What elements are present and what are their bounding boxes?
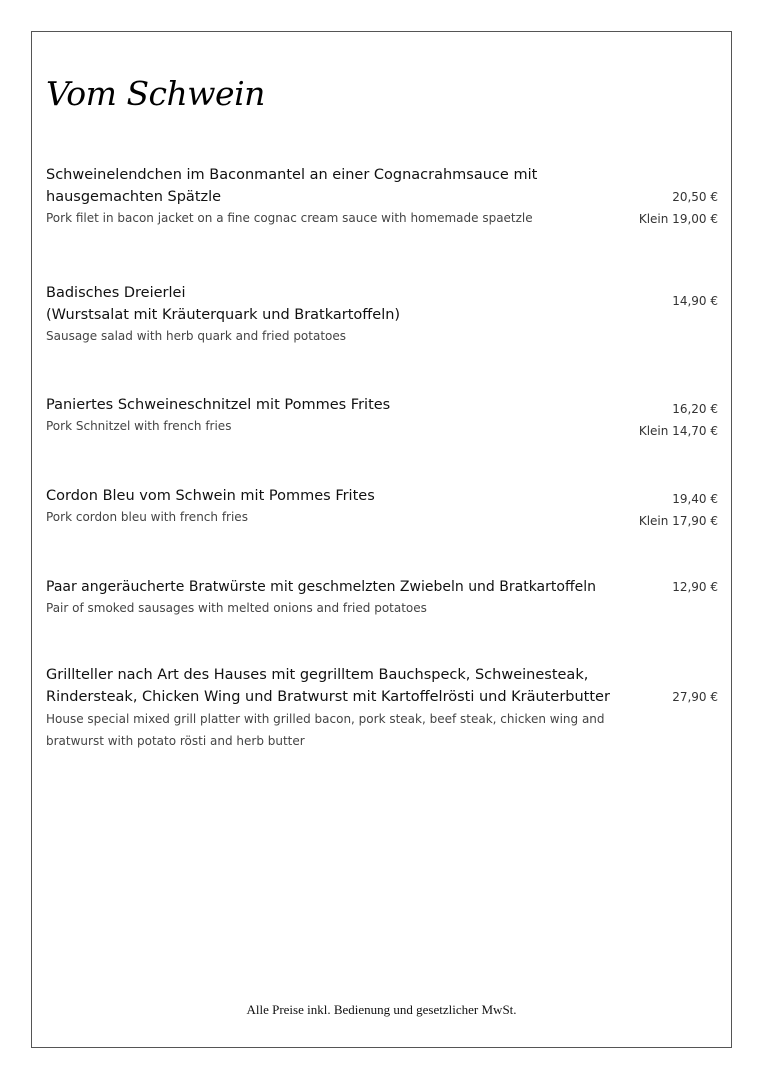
menu-item: [46, 164, 718, 228]
footer-note: Alle Preise inkl. Bedienung und gesetzlicher MwSt.: [246, 1002, 517, 1017]
item-name: Paniertes Schweineschnitzel mit Pommes Frites: [46, 397, 391, 413]
item-price-small: Klein 14,70 €: [638, 424, 718, 438]
menu-item: [46, 576, 718, 618]
item-name: Badisches Dreierlei: [46, 285, 186, 301]
item-prices: [672, 576, 718, 598]
item-price: 19,40 €: [672, 492, 718, 506]
menu-item: [46, 394, 718, 436]
item-price: 27,90 €: [672, 690, 718, 704]
menu-item: [46, 485, 718, 527]
page-title: Vom Schwein: [46, 74, 265, 113]
menu-item: [46, 664, 718, 752]
item-description: Pork filet in bacon jacket on a fine cognac cream sauce with homemade spaetzle: [46, 211, 533, 225]
item-description: Pair of smoked sausages with melted onions and fried potatoes: [46, 601, 427, 615]
item-price-small: Klein 17,90 €: [638, 514, 718, 528]
item-subtitle: (Wurstsalat mit Kräuterquark und Bratkartoffeln): [46, 307, 401, 323]
item-price: 16,20 €: [672, 402, 718, 416]
item-name: Schweinelendchen im Baconmantel an einer Cognacrahmsauce mit hausgemachten Spätzle: [46, 167, 538, 205]
item-description: House special mixed grill platter with grilled bacon, pork steak, beef steak, chicken wing and bratwurst with potato rösti and herb butter: [46, 712, 605, 748]
item-description: Sausage salad with herb quark and fried potatoes: [46, 329, 347, 343]
item-prices: [639, 488, 718, 532]
item-prices: [639, 186, 718, 230]
item-price: 20,50 €: [672, 190, 718, 204]
item-price-small: Klein 19,00 €: [638, 212, 718, 226]
item-price: 12,90 €: [672, 580, 718, 594]
menu-item: [46, 282, 718, 346]
item-name: Cordon Bleu vom Schwein mit Pommes Frites: [46, 488, 375, 504]
item-prices: [672, 290, 718, 312]
item-name: Grillteller nach Art des Hauses mit gegrilltem Bauchspeck, Schweinesteak, Rindersteak, Chicken Wing und Bratwurst mit Kartoffelrösti und Kräuterbutter: [46, 667, 610, 705]
item-description: Pork Schnitzel with french fries: [46, 419, 232, 433]
item-description: Pork cordon bleu with french fries: [46, 510, 248, 524]
item-price: 14,90 €: [672, 294, 718, 308]
item-prices: [672, 686, 718, 708]
item-prices: [639, 398, 718, 442]
item-name: Paar angeräucherte Bratwürste mit geschmelzten Zwiebeln und Bratkartoffeln: [46, 579, 596, 595]
